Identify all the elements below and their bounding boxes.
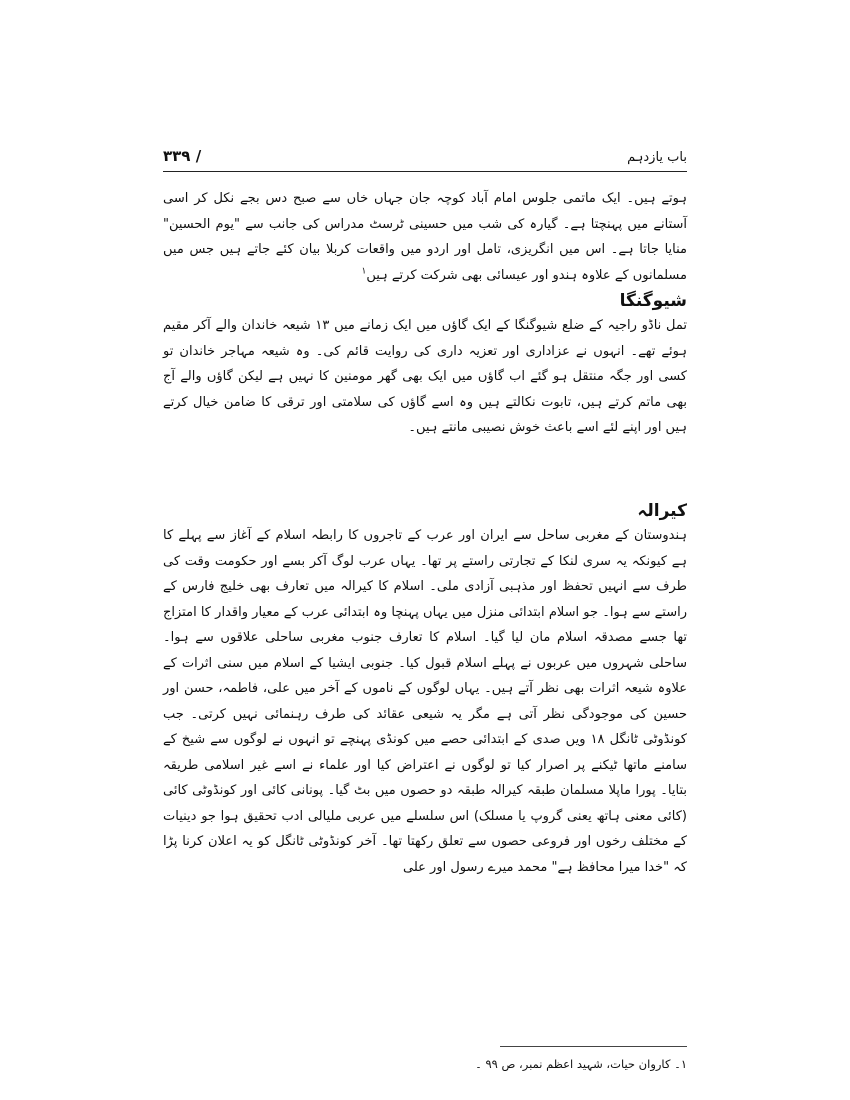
footnote: ۱۔ کاروان حیات، شہید اعظم نمبر، ص ۹۹ ۔ bbox=[475, 1057, 687, 1071]
section-paragraph-kerala: ہندوستان کے مغربی ساحل سے ایران اور عرب کے تاجروں کا رابطہ اسلام کے آغاز سے پہلے کا ہے کیونکہ یہ سری لنکا کے تجارتی راستے پر تھا۔ یہاں عرب لوگ آکر بسے اور حکومت وقت کی طرف سے انہیں تحفظ اور مذہبی آزادی ملی۔ اسلام کا کیرالہ میں تعارف بھی خلیج فارس کے راستے سے ہوا۔ جو اسلام ابتدائی منزل میں یہاں پہنچا وہ ابتدائی عرب کے معیار واقدار کا امتزاج تھا جسے مصدقہ اسلام مان لیا گیا۔ اسلام کا تعارف جنوب مغربی ساحلی علاقوں سے ہوا۔ ساحلی شہروں میں عربوں نے پہلے اسلام قبول کیا۔ جنوبی ایشیا کے اسلام میں سنی اثرات کے علاوہ شیعہ اثرات بھی نظر آتے ہیں۔ یہاں لوگوں کے ناموں کے آخر میں علی، فاطمہ، حسن اور حسین کی موجودگی نظر آتی ہے مگر یہ شیعی عقائد کی طرف رہنمائی نہیں کرتی۔ جب کونڈوٹی ٹانگل ۱۸ ویں صدی کے ابتدائی حصے میں کونڈی پہنچے تو انہوں نے لوگوں سے شیخ کے سامنے ماتھا ٹیکنے پر اصرار کیا تو لوگوں نے اعتراض کیا اور علماء نے اسے غیر اسلامی طریقہ بتایا۔ پورا ماپلا مسلمان طبقہ کیرالہ طبقہ دو حصوں میں بٹ گیا۔ پونانی کائی اور کونڈوٹی کائی (کائی معنی ہاتھ یعنی گروپ یا مسلک) اس سلسلے میں عربی ملیالی ادب تحقیق ہوا جو دینیات کے مختلف رخوں اور فروعی حصوں سے تعلق رکھتا تھا۔ آخر کونڈوٹی ٹانگل کو یہ اعلان کرنا پڑا کہ "خدا میرا محافظ ہے" محمد میرے رسول اور علی bbox=[163, 528, 687, 875]
intro-block bbox=[163, 186, 687, 288]
section-heading-kerala: کیرالہ bbox=[637, 501, 687, 521]
page-number: ۳۳۹ / bbox=[163, 147, 202, 165]
section-paragraph-shivaganga: تمل ناڈو راجیہ کے ضلع شیوگنگا کے ایک گاؤں میں ایک زمانے میں ۱۳ شیعہ خاندان والے آکر مقیم ہوئے تھے۔ انہوں نے عزاداری اور تعزیہ داری کی روایت قائم کی۔ وہ شیعہ مہاجر خاندان تو کسی اور جگہ منتقل ہو گئے اب گاؤں میں ایک بھی گھر مومنین کا نہیں ہے لیکن گاؤں والے آج بھی ماتم کرتے ہیں، تابوت نکالتے ہیں وہ اسے گاؤں کی سلامتی اور ترقی کا ضامن خیال کرتے ہیں اور اپنے لئے اسے باعث خوش نصیبی مانتے ہیں۔ bbox=[163, 318, 687, 435]
footnote-reference[interactable]: ۱ bbox=[361, 266, 367, 277]
footnote-divider bbox=[500, 1046, 687, 1047]
section-kerala bbox=[163, 499, 687, 880]
running-header bbox=[163, 144, 687, 170]
chapter-title: باب یازدہم bbox=[627, 150, 687, 165]
section-shivaganga bbox=[163, 289, 687, 441]
section-heading-shivaganga: شیوگنگا bbox=[619, 291, 687, 311]
intro-paragraph bbox=[163, 186, 687, 288]
intro-paragraph-text: ہوتے ہیں۔ ایک ماتمی جلوس امام آباد کوچہ جان جہاں خاں سے صبح دس بجے نکل کر اسی آستانے میں پہنچتا ہے۔ گیارہ کی شب میں حسینی ٹرسٹ مدراس کی جانب سے "یوم الحسین" منایا جاتا ہے۔ اس میں انگریزی، تامل اور اردو میں واقعات کربلا بیان کئے جاتے ہیں جس میں مسلمانوں کے علاوہ ہندو اور عیسائی بھی شرکت کرتے ہیں bbox=[163, 191, 687, 283]
header-divider bbox=[163, 171, 687, 172]
